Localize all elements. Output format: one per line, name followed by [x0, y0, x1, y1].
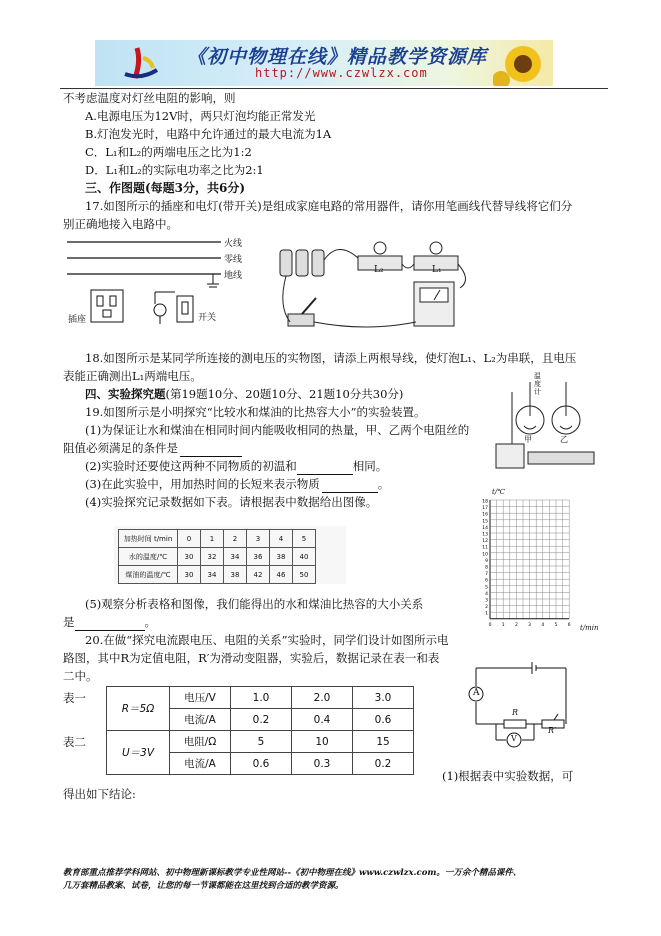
- table-cell: 电阻/Ω: [170, 731, 231, 753]
- wire-label-live: 火线: [224, 239, 243, 249]
- graph-y-tick: 3: [485, 598, 488, 604]
- graph-x-label: t/min: [580, 624, 599, 632]
- q20-conclusion-a: (1)根据表中实验数据，可: [442, 769, 574, 783]
- table-cell: 0.2: [231, 709, 292, 731]
- q19-p3-text: (3)在此实验中，用加热时间的长短来表示物质: [85, 477, 320, 491]
- graph-y-tick: 6: [485, 578, 488, 584]
- beaker-b-label: 乙: [560, 435, 568, 444]
- temperature-graph: [476, 488, 606, 636]
- q16-option-d: D．L₁和L₂的实际电功率之比为2:1: [85, 163, 264, 177]
- table-cell: 0.4: [292, 709, 353, 731]
- q19-p4: (4)实验探究记录数据如下表。请根据表中数据给出图像。: [85, 495, 378, 509]
- footer-line2: 几万套精品教案、试卷，让您的每一节课都能在这里找到合适的教学资源。: [63, 881, 344, 891]
- graph-y-tick: 10: [482, 552, 488, 558]
- footer-line1: 教育部重点推荐学科网站、初中物理新课标教学专业性网站--《初中物理在线》www.czwlzx.com。一万余个精品课件、: [63, 868, 522, 878]
- table-cell: 2.0: [292, 687, 353, 709]
- graph-x-tick: 5: [554, 622, 558, 628]
- table-cell: 34: [224, 548, 247, 566]
- table-cell: 煤油的温度/℃: [119, 566, 178, 584]
- wire-label-ground: 地线: [224, 271, 243, 281]
- q18-text-line2: 表能正确测出L₁两端电压。: [63, 369, 202, 383]
- table-cell: 32: [201, 548, 224, 566]
- table-cell: 10: [292, 731, 353, 753]
- section4-detail: (第19题10分、20题10分、21题10分共30分): [165, 387, 404, 401]
- header-rule: [60, 88, 608, 89]
- q19-p1-blank[interactable]: [180, 440, 242, 457]
- table-cell: 42: [247, 566, 270, 584]
- graph-grid-svg: [476, 488, 606, 636]
- graph-x-tick: 2: [514, 622, 518, 628]
- graph-x-tick: 3: [528, 622, 532, 628]
- graph-y-tick: 1: [485, 611, 488, 617]
- table-cell: 0.6: [231, 753, 292, 775]
- table-cell: 38: [224, 566, 247, 584]
- graph-y-tick: 14: [482, 525, 488, 531]
- q20-table1: [106, 686, 414, 731]
- table-row: [107, 687, 414, 709]
- q19-p5-line1: (5)观察分析表格和图像，我们能得出的水和煤油比热容的大小关系: [85, 597, 424, 611]
- table-cell: 电流/A: [170, 709, 231, 731]
- table-cell: 水的温度/℃: [119, 548, 178, 566]
- table-cell: 1.0: [231, 687, 292, 709]
- graph-x-tick: 6: [567, 622, 571, 628]
- banner-title: 《初中物理在线》精品教学资源库: [187, 46, 488, 68]
- table-cell: 0.6: [353, 709, 414, 731]
- sunflower-icon: [493, 40, 553, 86]
- q16-option-a: A.电源电压为12V时，两只灯泡均能正常发光: [85, 109, 316, 123]
- q19-p5-blank[interactable]: [75, 614, 145, 631]
- table-row: [119, 566, 316, 584]
- thermometer-label: 温度计: [534, 372, 541, 396]
- q20-line1: 20.在做“探究电流跟电压、电阻的关系”实验时，同学们设计如图所示电: [85, 633, 449, 647]
- table-header-cell: 3: [247, 530, 270, 548]
- graph-x-tick: 1: [501, 622, 505, 628]
- table-cell: 电流/A: [170, 753, 231, 775]
- q19-p1-text: 阻值必须满足的条件是: [63, 441, 178, 455]
- heating-apparatus-figure: [494, 372, 598, 472]
- socket-label: 插座: [68, 315, 87, 325]
- switch-label: 开关: [198, 313, 217, 323]
- circuit-label-rheostat: R′: [548, 726, 556, 735]
- q20-table2: [106, 730, 414, 775]
- table-cell: 40: [293, 548, 316, 566]
- wire-label-neutral: 零线: [224, 255, 243, 265]
- q19-data-table: [118, 529, 316, 584]
- graph-x-tick: 0: [488, 622, 492, 628]
- section3-title: 三、作图题(每题3分，共6分): [85, 181, 246, 195]
- graph-y-tick: 16: [482, 512, 488, 518]
- q16-option-c: C．L₁和L₂的两端电压之比为1:2: [85, 145, 252, 159]
- header-banner: [95, 40, 553, 86]
- table-cell: 36: [247, 548, 270, 566]
- section4-title: 四、实验探究题: [85, 387, 166, 401]
- table-cell: 38: [270, 548, 293, 566]
- q17-text-line1: 17.如图所示的插座和电灯(带开关)是组成家庭电路的常用器件，请你用笔画线代替导线将它们分: [85, 199, 573, 213]
- q20-line2: 路图，其中R为定值电阻，R′为滑动变阻器，实验后，数据记录在表一和表: [63, 651, 440, 665]
- graph-y-tick: 2: [485, 605, 488, 611]
- q19-p2-text-a: (2)实验时还要使这两种不同物质的初温和: [85, 459, 297, 473]
- q18-text-line1: 18.如图所示是某同学所连接的测电压的实物图，请添上两根导线，使灯泡L₁、L₂为串联，且电压: [85, 351, 577, 365]
- table-header-cell: 0: [178, 530, 201, 548]
- graph-y-tick: 18: [482, 499, 488, 505]
- q19-p2-text-b: 相同。: [352, 459, 388, 473]
- q19-data-table-box: [114, 526, 346, 584]
- table-cell: 46: [270, 566, 293, 584]
- table-header-cell: 5: [293, 530, 316, 548]
- graph-y-tick: 15: [482, 519, 488, 525]
- circuit-label-ammeter: A: [473, 688, 480, 698]
- circuit-label-resistor: R: [512, 708, 519, 717]
- q17-text-line2: 别正确地接入电路中。: [63, 217, 178, 231]
- q20-line3: 二中。: [63, 669, 98, 683]
- table-cell: 34: [201, 566, 224, 584]
- table-cell: 0.2: [353, 753, 414, 775]
- q19-p1-line2: [63, 440, 242, 457]
- table-cell: 15: [353, 731, 414, 753]
- table-cell: 50: [293, 566, 316, 584]
- q20-circuit-diagram: [462, 658, 586, 754]
- q19-p2-blank[interactable]: [297, 458, 353, 475]
- graph-y-tick: 7: [485, 572, 488, 578]
- graph-y-tick: 11: [482, 545, 488, 551]
- q19-p1-line1: (1)为保证让水和煤油在相同时间内能吸收相同的热量，甲、乙两个电阻丝的: [85, 423, 470, 437]
- q16-option-b: B.灯泡发光时，电路中允许通过的最大电流为1A: [85, 127, 332, 141]
- table-row: [107, 731, 414, 753]
- table1-name: 表一: [63, 691, 86, 705]
- q19-p2: [85, 458, 387, 475]
- beaker-a-label: 甲: [524, 435, 532, 444]
- q16-intro: 不考虑温度对灯丝电阻的影响，则: [63, 91, 236, 105]
- q19-p3: (3)在此实验中，用加热时间的长短来表示物质 。: [85, 477, 390, 491]
- graph-y-tick: 8: [485, 565, 488, 571]
- section4-heading: [85, 386, 403, 402]
- table-header-cell: 4: [270, 530, 293, 548]
- table-cell: 3.0: [353, 687, 414, 709]
- table-cell: 0.3: [292, 753, 353, 775]
- q19-p5-line2: 是 。: [63, 615, 156, 629]
- table-cell: 电压/V: [170, 687, 231, 709]
- q20-conclusion-b: 得出如下结论:: [63, 787, 136, 801]
- q19-p3-blank[interactable]: [322, 476, 378, 493]
- table-header-row: [119, 530, 316, 548]
- table-header-cell: 2: [224, 530, 247, 548]
- lamp-label-l1: L₁: [432, 265, 442, 275]
- table1-condition: R＝5Ω: [107, 687, 170, 731]
- table-row: [119, 548, 316, 566]
- voltmeter-circuit-photo: [276, 236, 472, 340]
- graph-y-tick: 12: [482, 539, 488, 545]
- banner-url[interactable]: http://www.czwlzx.com: [255, 66, 428, 80]
- table-header-cell: 1: [201, 530, 224, 548]
- table-header-cell: 加热时间 t/min: [119, 530, 178, 548]
- lamp-label-l2: L₂: [374, 265, 384, 275]
- table2-condition: U＝3V: [107, 731, 170, 775]
- graph-x-tick: 4: [541, 622, 545, 628]
- graph-y-tick: 13: [482, 532, 488, 538]
- graph-y-label: t/℃: [492, 488, 506, 496]
- site-logo-icon: [117, 44, 161, 82]
- table-cell: 30: [178, 548, 201, 566]
- graph-y-tick: 5: [485, 585, 488, 591]
- q19-p5-text: 是: [63, 615, 75, 629]
- q19-intro: 19.如图所示是小明探究“比较水和煤油的比热容大小”的实验装置。: [85, 405, 426, 419]
- graph-y-tick: 17: [482, 506, 488, 512]
- graph-y-tick: 9: [485, 558, 488, 564]
- graph-y-tick: 4: [485, 591, 488, 597]
- table-cell: 30: [178, 566, 201, 584]
- circuit-label-voltmeter: V: [511, 734, 517, 743]
- table-cell: 5: [231, 731, 292, 753]
- table2-name: 表二: [63, 735, 86, 749]
